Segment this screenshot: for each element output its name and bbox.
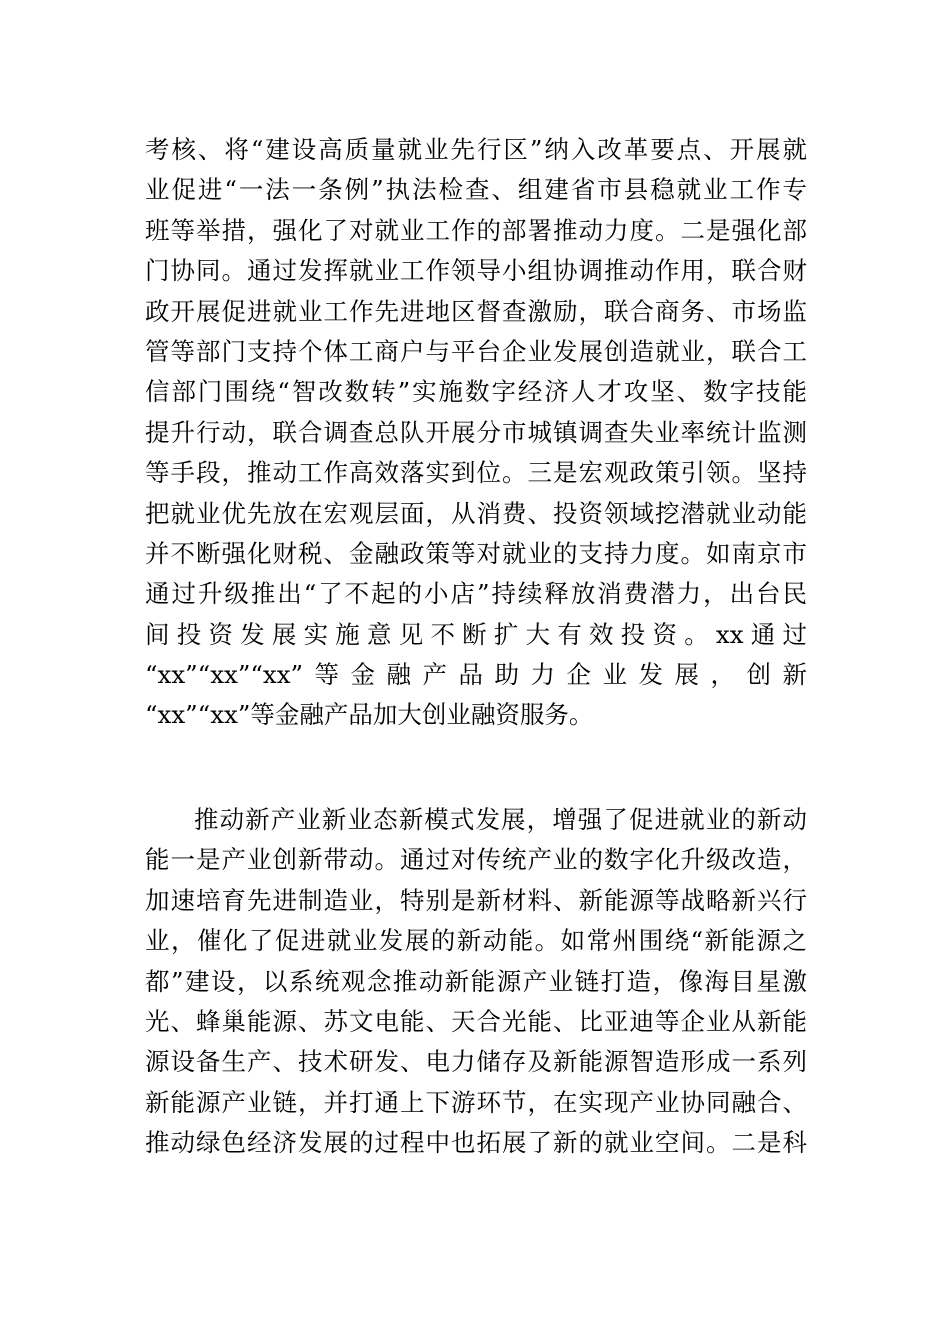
- text-line: 业，催化了促进就业发展的新动能。如常州围绕“新能源之: [145, 926, 807, 956]
- text-line: 把就业优先放在宏观层面，从消费、投资领域挖潜就业动能: [145, 498, 807, 528]
- text-line: 都”建设，以系统观念推动新能源产业链打造，像海目星激: [145, 966, 807, 996]
- text-line: 门协同。通过发挥就业工作领导小组协调推动作用，联合财: [145, 256, 807, 286]
- text-line: 通过升级推出“了不起的小店”持续释放消费潜力，出台民: [145, 579, 807, 609]
- text-line: 提升行动，联合调查总队开展分市城镇调查失业率统计监测: [145, 417, 807, 447]
- text-line: 政开展促进就业工作先进地区督查激励，联合商务、市场监: [145, 296, 807, 326]
- text-line: 源设备生产、技术研发、电力储存及新能源智造形成一系列: [145, 1047, 807, 1077]
- text-line: 考核、将“建设高质量就业先行区”纳入改革要点、开展就: [145, 135, 807, 164]
- text-line: 间投资发展实施意见不断扩大有效投资。xx通过: [145, 619, 807, 649]
- text-line: 等手段，推动工作高效落实到位。三是宏观政策引领。坚持: [145, 458, 807, 488]
- text-line: 加速培育先进制造业，特别是新材料、新能源等战略新兴行: [145, 885, 807, 915]
- text-line: 推动绿色经济发展的过程中也拓展了新的就业空间。二是科: [145, 1128, 807, 1158]
- paragraph-1: [145, 130, 807, 736]
- text-line: 光、蜂巢能源、苏文电能、天合光能、比亚迪等企业从新能: [145, 1006, 807, 1036]
- text-line: 班等举措，强化了对就业工作的部署推动力度。二是强化部: [145, 215, 807, 245]
- text-line: 业促进“一法一条例”执法检查、组建省市县稳就业工作专: [145, 175, 807, 205]
- text-line: “xx”“xx”等金融产品加大创业融资服务。: [145, 700, 594, 730]
- text-line: 并不断强化财税、金融政策等对就业的支持力度。如南京市: [145, 538, 807, 568]
- text-line: 新能源产业链，并打通上下游环节，在实现产业协同融合、: [145, 1087, 807, 1117]
- text-line: “xx”“xx”“xx”等金融产品助力企业发展，创新: [145, 660, 807, 690]
- text-line: 信部门围绕“智改数转”实施数字经济人才攻坚、数字技能: [145, 377, 807, 407]
- paragraph-2: [145, 800, 807, 1164]
- text-line: 能一是产业创新带动。通过对传统产业的数字化升级改造，: [145, 845, 807, 875]
- text-line: 管等部门支持个体工商户与平台企业发展创造就业，联合工: [145, 336, 807, 366]
- text-line: 推动新产业新业态新模式发展，增强了促进就业的新动: [194, 805, 807, 834]
